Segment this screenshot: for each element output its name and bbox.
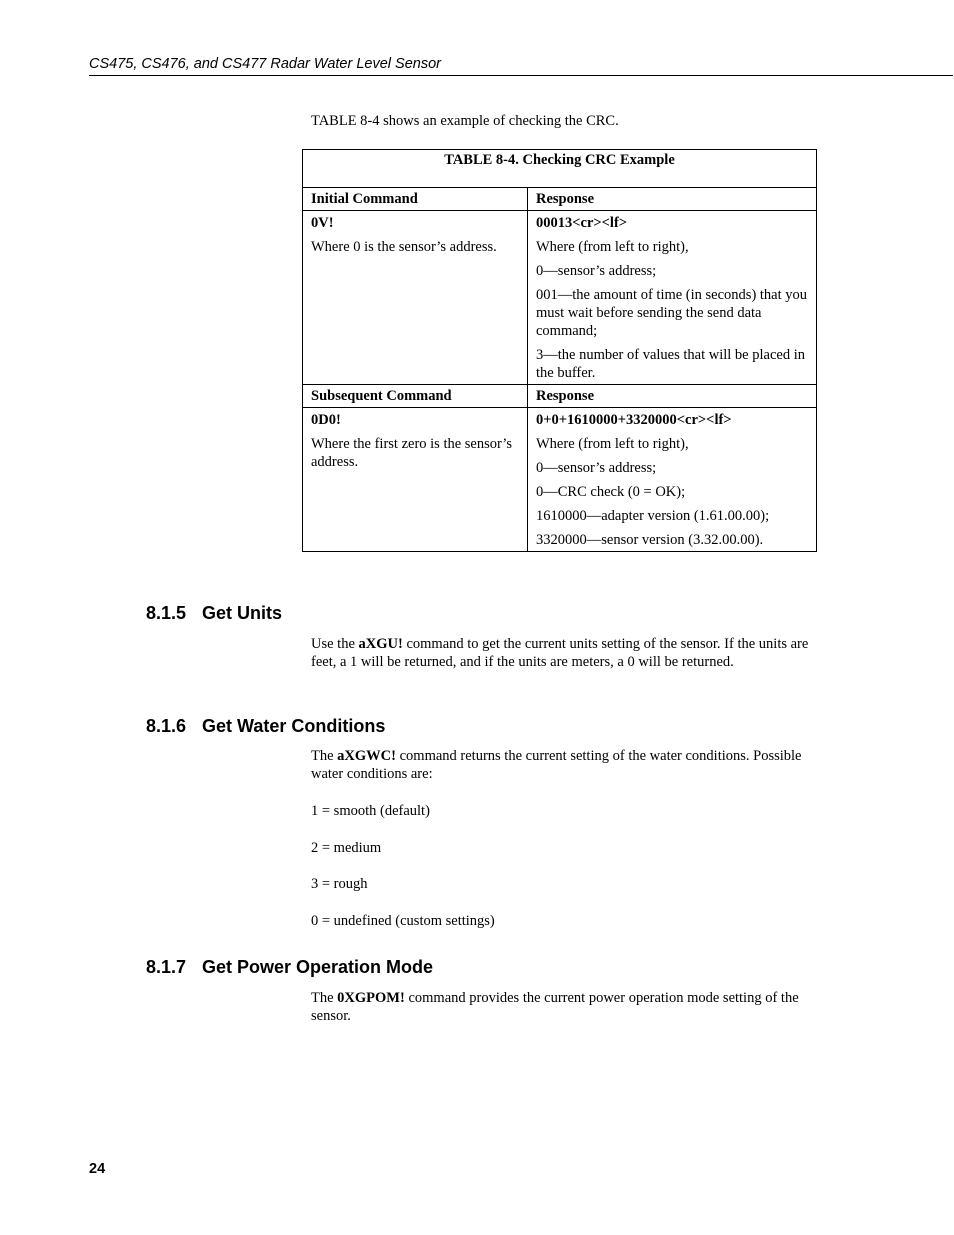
response-line: Where (from left to right), (536, 239, 689, 255)
get-water-paragraph (311, 747, 811, 783)
section-heading-get-units (146, 603, 282, 624)
command-name: aXGU! (358, 636, 403, 652)
intro-paragraph: TABLE 8-4 shows an example of checking the CRC. (311, 113, 619, 129)
paragraph-text: command returns the current setting of the water conditions. Possible water conditions are: (311, 748, 802, 782)
get-power-paragraph (311, 989, 811, 1025)
water-condition-option: 3 = rough (311, 876, 368, 892)
subsequent-command-note: Where the first zero is the sensor’s address. (311, 436, 513, 470)
paragraph-text: command to get the current units setting of the sensor. If the units are feet, a 1 will be returned, and if the units are meters, a 0 will be returned. (311, 636, 809, 670)
section-number: 8.1.5 (146, 603, 187, 623)
paragraph-text: The (311, 748, 338, 764)
initial-response-cell (528, 211, 817, 385)
initial-command: 0V! (311, 215, 334, 231)
section-title: Get Power Operation Mode (202, 957, 434, 977)
subsequent-response: 0+0+1610000+3320000<cr><lf> (536, 412, 732, 428)
initial-command-header: Initial Command (303, 188, 528, 211)
paragraph-text: Use the (311, 636, 359, 652)
section-heading-get-water-conditions (146, 716, 385, 737)
response-line: 0—sensor’s address; (536, 460, 657, 476)
water-condition-option: 2 = medium (311, 840, 382, 856)
subsequent-response-header: Response (528, 385, 817, 408)
response-line: 0—CRC check (0 = OK); (536, 484, 686, 500)
section-number: 8.1.7 (146, 957, 187, 977)
subsequent-command: 0D0! (311, 412, 341, 428)
subsequent-command-cell (303, 408, 528, 552)
paragraph-text: The (311, 990, 338, 1006)
section-title: Get Water Conditions (202, 716, 386, 736)
water-condition-option: 1 = smooth (default) (311, 803, 430, 819)
paragraph-text: command provides the current power operation mode setting of the sensor. (311, 990, 799, 1024)
section-title: Get Units (202, 603, 283, 623)
subsequent-response-cell (528, 408, 817, 552)
section-number: 8.1.6 (146, 716, 187, 736)
response-line: 3320000—sensor version (3.32.00.00). (536, 532, 764, 548)
command-name: 0XGPOM! (337, 990, 405, 1006)
crc-example-table (302, 149, 817, 552)
table-caption: TABLE 8-4. Checking CRC Example (303, 150, 817, 188)
get-units-paragraph (311, 635, 811, 671)
response-line: Where (from left to right), (536, 436, 689, 452)
page-number: 24 (89, 1161, 106, 1177)
subsequent-command-header: Subsequent Command (303, 385, 528, 408)
response-line: 3—the number of values that will be placed in the buffer. (536, 347, 805, 381)
section-heading-get-power-mode (146, 957, 433, 978)
response-line: 001—the amount of time (in seconds) that you must wait before sending the send data command; (536, 287, 808, 339)
water-condition-option: 0 = undefined (custom settings) (311, 913, 495, 929)
running-header: CS475, CS476, and CS477 Radar Water Level Sensor (89, 56, 953, 76)
initial-command-cell (303, 211, 528, 385)
table-row (303, 408, 817, 552)
response-line: 1610000—adapter version (1.61.00.00); (536, 508, 770, 524)
initial-command-note: Where 0 is the sensor’s address. (311, 239, 497, 255)
initial-response-header: Response (528, 188, 817, 211)
response-line: 0—sensor’s address; (536, 263, 657, 279)
initial-response: 00013<cr><lf> (536, 215, 628, 231)
command-name: aXGWC! (337, 748, 396, 764)
table-row (303, 211, 817, 385)
